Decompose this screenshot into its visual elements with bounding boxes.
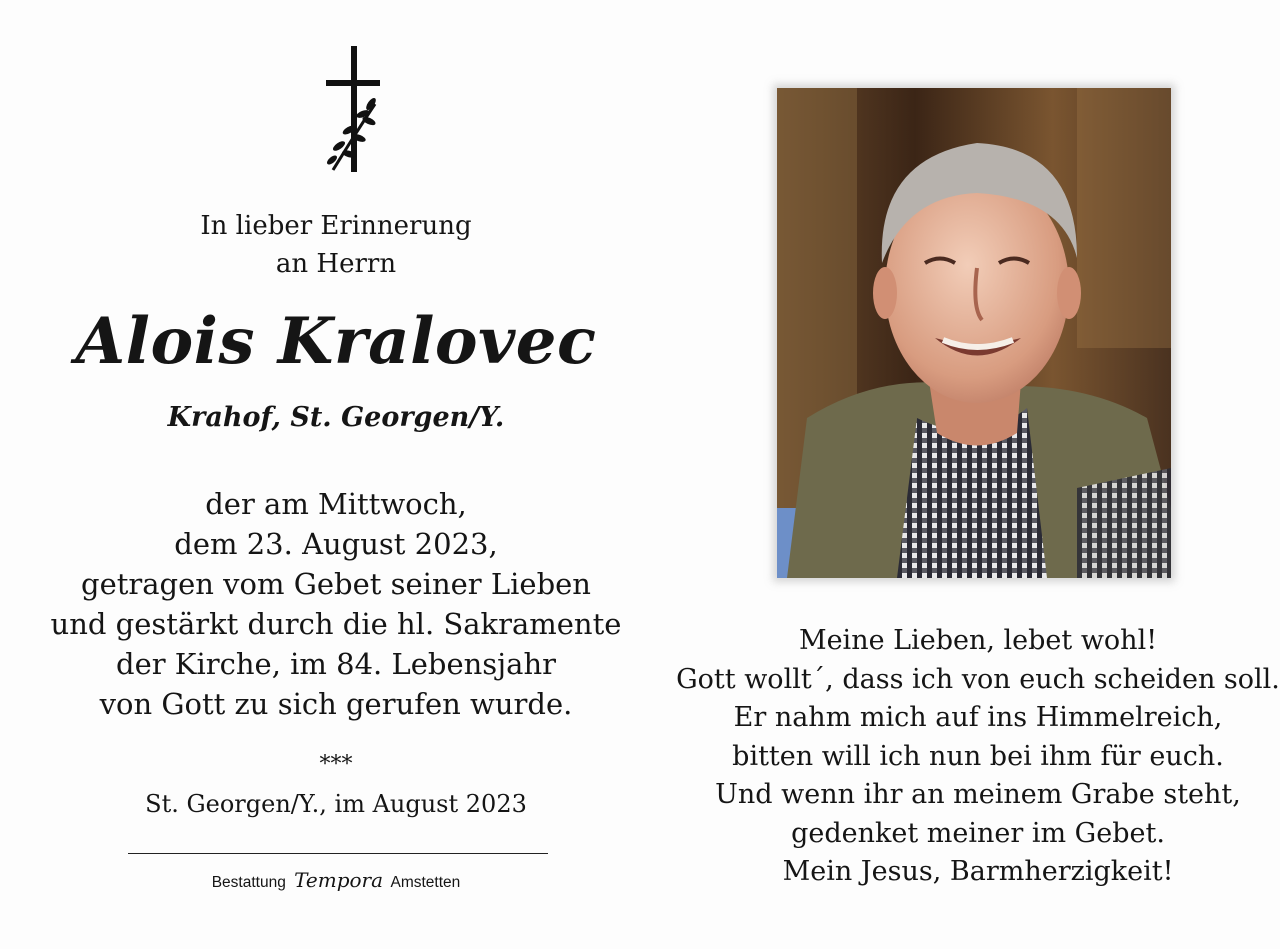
portrait-illustration	[777, 88, 1171, 578]
obituary-line: dem 23. August 2023,	[174, 527, 498, 561]
poem-line: gedenket meiner im Gebet.	[791, 817, 1165, 849]
poem-line: Mein Jesus, Barmherzigkeit!	[782, 856, 1174, 887]
intro-line: an Herrn	[275, 249, 397, 279]
dateline: St. Georgen/Y., im August 2023	[145, 790, 527, 818]
cross-with-palm-icon	[323, 42, 387, 176]
obituary-line: der Kirche, im 84. Lebensjahr	[116, 647, 556, 681]
undertaker-prefix: Bestattung	[211, 874, 286, 891]
farewell-poem	[660, 622, 1280, 892]
deceased-residence: Krahof, St. Georgen/Y.	[167, 402, 505, 433]
undertaker-suffix: Amstetten	[390, 874, 461, 891]
obituary-text	[40, 484, 632, 724]
obituary-line: und gestärkt durch die hl. Sakramente	[50, 607, 622, 641]
intro-line: In lieber Erinnerung	[200, 211, 472, 241]
undertaker-credit	[40, 866, 632, 897]
poem-line: Meine Lieben, lebet wohl!	[798, 625, 1158, 656]
poem-line: Gott wollt´, dass ich von euch scheiden soll.	[676, 663, 1280, 695]
obituary-line: der am Mittwoch,	[205, 487, 467, 521]
deceased-name: Alois Kralovec	[75, 304, 597, 379]
intro-text	[40, 207, 632, 283]
portrait-photo	[777, 88, 1171, 578]
separator-stars: ***	[319, 752, 353, 777]
poem-line: bitten will ich nun bei ihm für euch.	[732, 740, 1224, 772]
obituary-line: von Gott zu sich gerufen wurde.	[99, 687, 573, 721]
poem-line: Er nahm mich auf ins Himmelreich,	[733, 702, 1223, 733]
divider	[128, 853, 548, 854]
poem-line: Und wenn ihr an meinem Grabe steht,	[715, 779, 1241, 810]
obituary-line: getragen vom Gebet seiner Lieben	[81, 567, 591, 601]
undertaker-brand: Tempora	[294, 868, 384, 892]
